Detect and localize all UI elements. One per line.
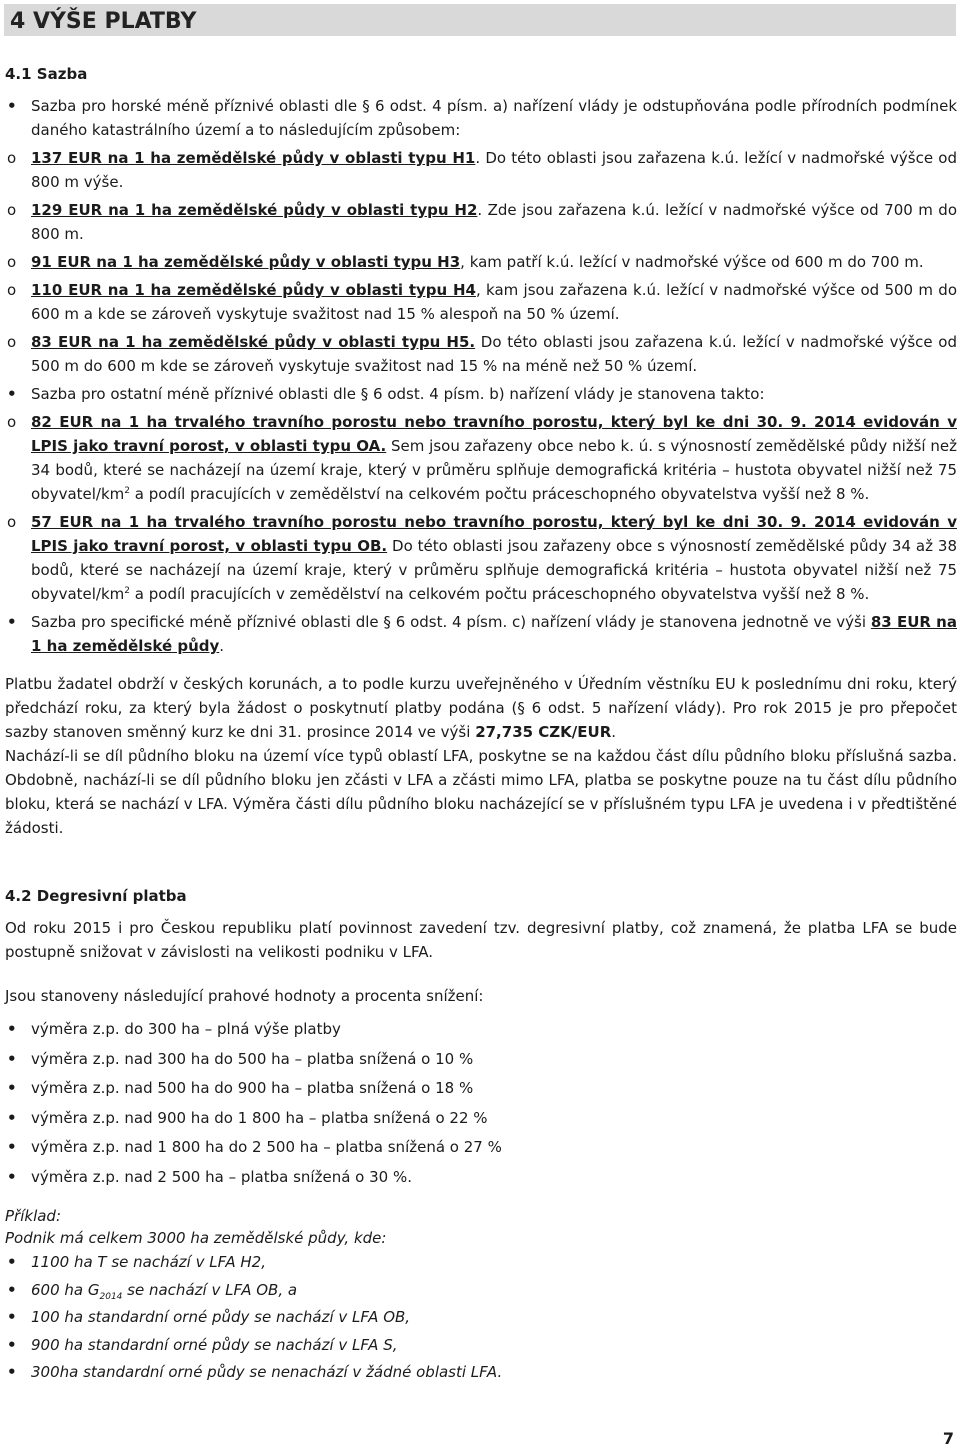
bullet-marker: •	[7, 1308, 17, 1326]
threshold-item	[5, 1164, 957, 1192]
rate-description-cont: a podíl pracujících v zemědělství na celkovém počtu práceschopného obyvatelstva vyšší než 8 %.	[130, 585, 870, 603]
threshold-item	[5, 1105, 957, 1133]
rate-lead: Sazba pro horské méně příznivé oblasti	[31, 97, 329, 115]
rate-text: dle § 6 odst. 4 písm. c) nařízení vlády je stanovena jednotně ve výši	[350, 613, 871, 631]
rate-subitem-h5	[5, 330, 957, 378]
threshold-text: výměra z.p. nad 2 500 ha – platba snížená o 30 %.	[31, 1167, 412, 1186]
lfa-paragraph: Nachází-li se díl půdního bloku na území více typů oblastí LFA, poskytne se na každou část dílu půdního bloku příslušná sazba. Obdobně, nachází-li se díl půdního bloku jen zčásti v LFA a zčásti mimo LFA, platba se poskytne pouze na tu část dílu půdního bloku, která se nachází v LFA. Výměra části dílu půdního bloku nacházející se v příslušném typu LFA je uvedena i v předtištěné žádosti.	[5, 747, 957, 837]
sub-bullet-marker: o	[7, 253, 17, 271]
example-list	[5, 1249, 957, 1387]
sub-bullet-marker: o	[7, 281, 17, 299]
sub-bullet-marker: o	[7, 333, 17, 351]
rate-lead: Sazba pro ostatní méně příznivé oblasti	[31, 385, 329, 403]
bullet-marker: •	[7, 1167, 17, 1186]
example-text: 600 ha G	[31, 1280, 100, 1299]
example-block	[5, 1205, 957, 1387]
example-text: 900 ha standardní orné půdy se nachází v LFA S,	[31, 1335, 398, 1354]
threshold-text: výměra z.p. nad 900 ha do 1 800 ha – platba snížená o 22 %	[31, 1108, 488, 1127]
threshold-item	[5, 1075, 957, 1103]
example-item	[5, 1304, 957, 1332]
example-label: Příklad:	[5, 1207, 62, 1225]
rate-description: Do této oblasti jsou zařazena k.ú. ležící v nadmořské výšce od 500 m do 600 m kde se zároveň vyskytuje svažitost nad 15 % na méně než 50 % území.	[31, 333, 958, 375]
threshold-text: výměra z.p. nad 500 ha do 900 ha – platba snížená o 18 %	[31, 1079, 474, 1097]
rate-tail: .	[219, 637, 225, 655]
rate-amount: 83 EUR na 1 ha zemědělské půdy	[31, 613, 957, 655]
rate-subitem-h2	[5, 198, 957, 246]
rate-lead: Sazba pro specifické méně příznivé oblasti	[31, 613, 351, 631]
bullet-marker: •	[7, 1335, 17, 1354]
rate-description: . Zde jsou zařazena k.ú. ležící v nadmořské výšce od 700 m do 800 m.	[31, 201, 957, 243]
rate-description: , kam jsou zařazena k.ú. ležící v nadmořské výšce od 500 m do 600 m a kde se zároveň vyskytuje svažitost nad 15 % alespoň na 50 % území.	[31, 281, 957, 323]
rate-amount: 82 EUR na 1 ha trvalého travního porostu nebo travního porostu, který byl ke dni 30. 9. 2014 evidován v LPIS jako travní porost, v oblasti typu OA.	[31, 413, 957, 455]
rate-list	[5, 94, 957, 658]
rate-subitem-h1	[5, 146, 957, 194]
example-text: 100 ha standardní orné půdy se nachází v LFA OB,	[31, 1308, 411, 1326]
currency-paragraph	[5, 672, 957, 744]
threshold-text: výměra z.p. nad 300 ha do 500 ha – platba snížená o 10 %	[31, 1049, 474, 1068]
subscript: 2014	[99, 1291, 123, 1302]
thresholds-intro: Jsou stanoveny následující prahové hodnoty a procenta snížení:	[5, 987, 484, 1005]
rate-amount: 137 EUR na 1 ha zemědělské půdy v oblasti typu H1	[31, 149, 476, 167]
rate-subitem-h4	[5, 278, 957, 326]
rate-description: Do této oblasti jsou zařazeny obce s výnosností zemědělské půdy 34 až 38 bodů, které se nacházejí na území kraje, který v průměru splňuje demografická kritéria – hustota obyvatel nižší než 75 obyvatel/km	[31, 537, 957, 603]
bullet-marker: •	[7, 1049, 17, 1068]
sub-bullet-marker: o	[7, 513, 17, 531]
rate-item-mountain	[5, 94, 957, 142]
superscript: 2	[124, 486, 131, 496]
degressive-section	[5, 840, 957, 1387]
document-body	[5, 62, 957, 1387]
bullet-marker: •	[7, 1363, 17, 1381]
sub-bullet-marker: o	[7, 201, 17, 219]
sub-bullet-marker: o	[7, 413, 17, 431]
rate-amount: 129 EUR na 1 ha zemědělské půdy v oblasti typu H2	[31, 201, 478, 219]
section-title: 4 VÝŠE PLATBY	[10, 9, 197, 34]
example-intro: Podnik má celkem 3000 ha zemědělské půdy, kde:	[5, 1229, 387, 1247]
rate-amount: 57 EUR na 1 ha trvalého travního porostu nebo travního porostu, který byl ke dni 30. 9. 2014 evidován v LPIS jako travní porost, v oblasti typu OB.	[31, 513, 957, 555]
rate-amount: 83 EUR na 1 ha zemědělské půdy v oblasti typu H5.	[31, 333, 476, 351]
example-item	[5, 1277, 957, 1305]
example-item	[5, 1359, 957, 1387]
thresholds-list	[5, 1016, 957, 1191]
currency-text: Platbu žadatel obdrží v českých korunách, a to podle kurzu uveřejněného v Úředním věstníku EU k poslednímu dni roku, který předchází roku, za který byla žádost o poskytnutí platby podána (§ 6 odst. 5 nařízení vlády). Pro rok 2015 je pro přepočet sazby stanoven směnný kurz ke dni 31. prosince 2014 ve výši	[5, 675, 957, 741]
rate-amount: 91 EUR na 1 ha zemědělské půdy v oblasti typu H3	[31, 253, 461, 271]
bullet-marker: •	[7, 385, 17, 403]
degressive-intro: Od roku 2015 i pro Českou republiku platí povinnost zavedení tzv. degresivní platby, což znamená, že platba LFA se bude postupně snižovat v závislosti na velikosti podniku v LFA.	[5, 919, 957, 961]
rate-subitem-ob	[5, 510, 957, 606]
rate-description-cont: a podíl pracujících v zemědělství na celkovém počtu práceschopného obyvatelstva vyšší než 8 %.	[130, 485, 870, 503]
rate-text: dle § 6 odst. 4 písm. b) nařízení vlády je stanovena takto:	[328, 385, 765, 403]
rate-amount: 110 EUR na 1 ha zemědělské půdy v oblasti typu H4	[31, 281, 476, 299]
example-item	[5, 1332, 957, 1360]
rate-text: dle § 6 odst. 4 písm. a) nařízení vlády je odstupňována podle přírodních podmínek daného katastrálního území a to následujícím způsobem:	[31, 97, 958, 139]
rate-subitem-oa	[5, 410, 957, 506]
subsection-heading-degressive: 4.2 Degresivní platba	[5, 887, 187, 905]
example-item	[5, 1249, 957, 1277]
rate-description: , kam patří k.ú. ležící v nadmořské výšce od 600 m do 700 m.	[460, 253, 924, 271]
threshold-text: výměra z.p. nad 1 800 ha do 2 500 ha – platba snížená o 27 %	[31, 1138, 502, 1156]
threshold-text: výměra z.p. do 300 ha – plná výše platby	[31, 1020, 341, 1038]
bullet-marker: •	[7, 1280, 17, 1299]
subsection-heading-rate: 4.1 Sazba	[5, 65, 88, 83]
rate-description: . Do této oblasti jsou zařazena k.ú. ležící v nadmořské výšce od 800 m výše.	[31, 149, 958, 191]
bullet-marker: •	[7, 1253, 17, 1271]
bullet-marker: •	[7, 613, 17, 631]
bullet-marker: •	[7, 97, 17, 115]
currency-tail: .	[611, 723, 617, 741]
rate-description: Sem jsou zařazeny obce nebo k. ú. s výnosností zemědělské půdy nižší než 34 bodů, které se nacházejí na území kraje, který v průměru splňuje demografická kritéria – hustota obyvatel nižší než 75 obyvatel/km	[31, 437, 957, 503]
example-text: 300ha standardní orné půdy se nenachází v žádné oblasti LFA.	[31, 1363, 503, 1381]
threshold-item	[5, 1134, 957, 1162]
bullet-marker: •	[7, 1138, 17, 1156]
rate-item-other	[5, 382, 957, 406]
rate-item-specific	[5, 610, 957, 658]
threshold-item	[5, 1046, 957, 1074]
rate-subitem-h3	[5, 250, 957, 274]
superscript: 2	[124, 586, 131, 596]
sub-bullet-marker: o	[7, 149, 17, 167]
bullet-marker: •	[7, 1020, 17, 1038]
example-text: 1100 ha T se nachází v LFA H2,	[31, 1253, 266, 1271]
bullet-marker: •	[7, 1079, 17, 1097]
threshold-item	[5, 1016, 957, 1044]
bullet-marker: •	[7, 1108, 17, 1127]
exchange-rate: 27,735 CZK/EUR	[475, 723, 612, 741]
section-header-bar	[4, 4, 956, 36]
example-text-cont: se nachází v LFA OB, a	[122, 1280, 298, 1299]
page-number: 7	[942, 1429, 954, 1448]
